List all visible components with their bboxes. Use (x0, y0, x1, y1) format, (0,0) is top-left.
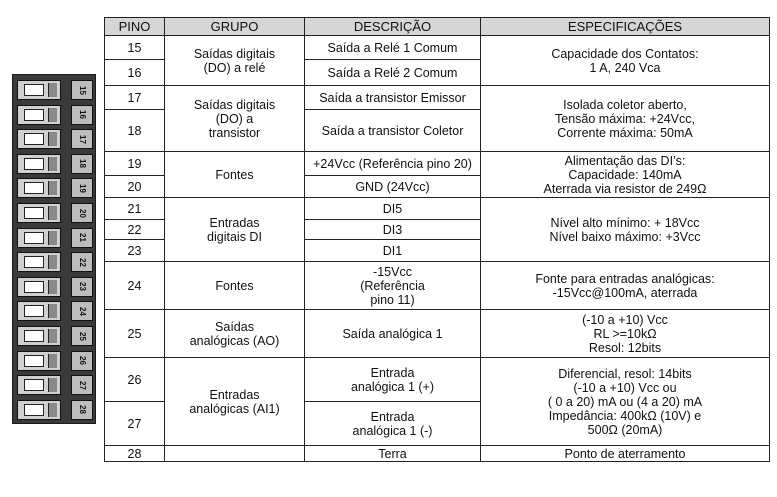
spec-rele: Capacidade dos Contatos: 1 A, 240 Vca (481, 36, 770, 86)
header-especificacoes: ESPECIFICAÇÕES (481, 18, 770, 36)
description-cell: Saída a transistor Coletor (305, 110, 481, 152)
terminal-screw-slot (17, 252, 61, 272)
group-fontes-1: Fontes (165, 152, 305, 198)
terminal-screw-slot (17, 375, 61, 395)
pin-number: 15 (105, 36, 165, 60)
group-fontes-2: Fontes (165, 262, 305, 310)
header-pino: PINO (105, 18, 165, 36)
terminal-screw-slot (17, 400, 61, 420)
description-cell: Entrada analógica 1 (-) (305, 402, 481, 446)
table-row (105, 152, 770, 176)
pin-number: 25 (105, 310, 165, 358)
terminal-screw-slot (17, 129, 61, 149)
terminal-pin-label: 25 (71, 326, 93, 346)
spec-terra: Ponto de aterramento (481, 446, 770, 462)
terminal-pin-label: 27 (71, 375, 93, 395)
description-cell: Saída a Relé 2 Comum (305, 60, 481, 86)
pin-number: 20 (105, 176, 165, 198)
table-row (105, 310, 770, 358)
terminal-screw-slot (17, 154, 61, 174)
description-cell: Terra (305, 446, 481, 462)
header-descricao: DESCRIÇÃO (305, 18, 481, 36)
description-cell: -15Vcc (Referência pino 11) (305, 262, 481, 310)
table-row (105, 86, 770, 110)
terminal-pin-label: 19 (71, 178, 93, 198)
spec-di: Nível alto mínimo: + 18Vcc Nível baixo máximo: +3Vcc (481, 198, 770, 262)
group-entradas-ai: Entradas analógicas (AI1) (165, 358, 305, 446)
description-cell: +24Vcc (Referência pino 20) (305, 152, 481, 176)
table-row (105, 198, 770, 220)
pin-number: 27 (105, 402, 165, 446)
terminal-pin-label: 15 (71, 80, 93, 100)
description-cell: Saída a Relé 1 Comum (305, 36, 481, 60)
spec-ai: Diferencial, resol: 14bits (-10 a +10) Vcc ou ( 0 a 20) mA ou (4 a 20) mA Impedância: 400kΩ (10V) e 500Ω (20mA) (481, 358, 770, 446)
terminal-pin-label: 23 (71, 277, 93, 297)
terminal-pin-label: 20 (71, 203, 93, 223)
pin-number: 16 (105, 60, 165, 86)
terminal-screw-slot (17, 326, 61, 346)
terminal-screw-slot (17, 203, 61, 223)
spec-ao: (-10 a +10) Vcc RL >=10kΩ Resol: 12bits (481, 310, 770, 358)
terminal-screw-slot (17, 351, 61, 371)
group-do-rele: Saídas digitais (DO) a relé (165, 36, 305, 86)
pin-number: 26 (105, 358, 165, 402)
description-cell: GND (24Vcc) (305, 176, 481, 198)
description-cell: DI3 (305, 220, 481, 240)
terminal-pin-label: 22 (71, 252, 93, 272)
terminal-pin-label: 28 (71, 400, 93, 420)
terminal-screw-slot (17, 228, 61, 248)
terminal-pin-label: 26 (71, 351, 93, 371)
header-grupo: GRUPO (165, 18, 305, 36)
description-cell: Entrada analógica 1 (+) (305, 358, 481, 402)
terminal-pin-label: 24 (71, 301, 93, 321)
group-saidas-ao: Saídas analógicas (AO) (165, 310, 305, 358)
terminal-pin-label: 18 (71, 154, 93, 174)
pin-specification-table (104, 17, 770, 462)
spec-fontes: Alimentação das DI’s: Capacidade: 140mA Aterrada via resistor de 249Ω (481, 152, 770, 198)
group-do-transistor: Saídas digitais (DO) a transistor (165, 86, 305, 152)
terminal-screw-slot (17, 178, 61, 198)
pin-number: 17 (105, 86, 165, 110)
terminal-pin-label: 16 (71, 105, 93, 125)
pin-number: 22 (105, 220, 165, 240)
pin-number: 24 (105, 262, 165, 310)
table-row (105, 36, 770, 60)
pin-number: 18 (105, 110, 165, 152)
table-row (105, 358, 770, 402)
terminal-block-illustration (12, 74, 96, 424)
pin-number: 28 (105, 446, 165, 462)
table-row (105, 446, 770, 462)
spec-transistor: Isolada coletor aberto, Tensão máxima: +24Vcc, Corrente máxima: 50mA (481, 86, 770, 152)
description-cell: Saída analógica 1 (305, 310, 481, 358)
terminal-pin-label: 21 (71, 228, 93, 248)
group-entradas-di: Entradas digitais DI (165, 198, 305, 262)
description-cell: DI1 (305, 240, 481, 262)
terminal-screw-slot (17, 301, 61, 321)
group-empty (165, 446, 305, 462)
description-cell: Saída a transistor Emissor (305, 86, 481, 110)
terminal-screw-slot (17, 105, 61, 125)
terminal-screw-slot (17, 80, 61, 100)
table-header-row (105, 18, 770, 36)
pin-number: 21 (105, 198, 165, 220)
spec-neg15: Fonte para entradas analógicas: -15Vcc@100mA, aterrada (481, 262, 770, 310)
pin-number: 23 (105, 240, 165, 262)
pin-number: 19 (105, 152, 165, 176)
terminal-pin-label: 17 (71, 129, 93, 149)
table-row (105, 262, 770, 310)
terminal-screw-slot (17, 277, 61, 297)
description-cell: DI5 (305, 198, 481, 220)
